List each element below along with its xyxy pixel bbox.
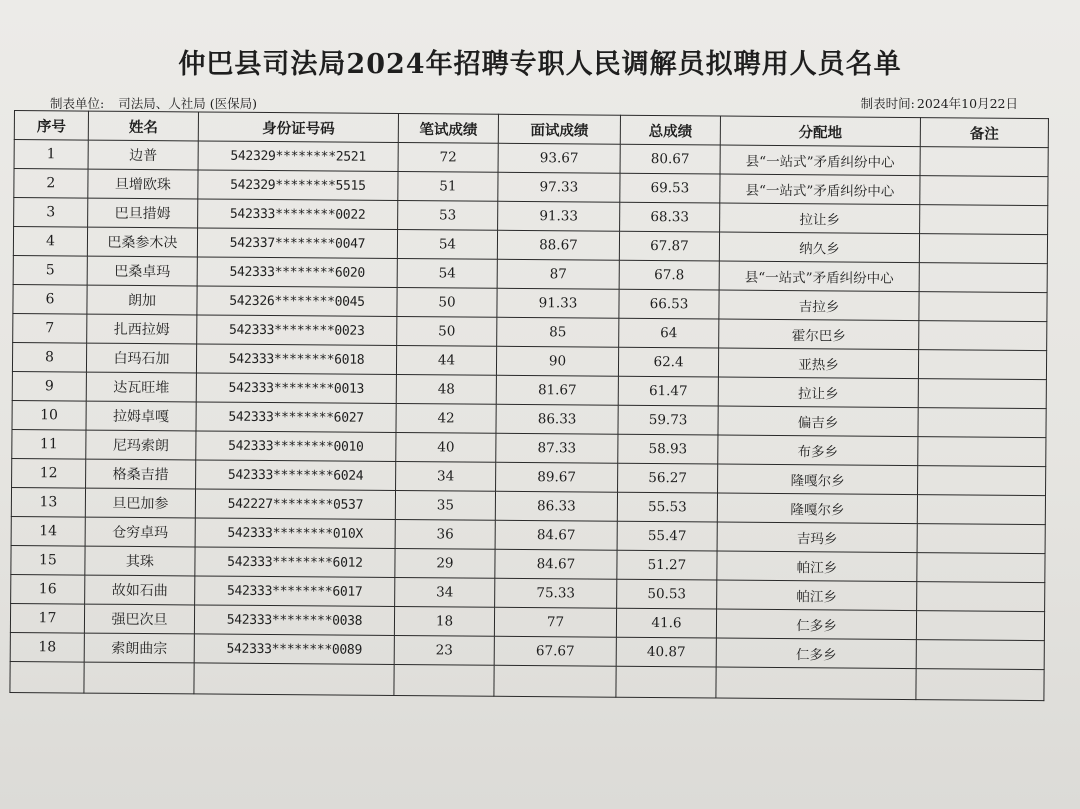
cell-written: 51 bbox=[398, 172, 498, 202]
cell-id: 542333********6027 bbox=[196, 402, 396, 433]
cell-place: 县“一站式”矛盾纠纷中心 bbox=[719, 261, 919, 292]
cell-total: 56.27 bbox=[618, 463, 718, 493]
cell-no: 17 bbox=[10, 603, 84, 633]
cell-note bbox=[917, 495, 1045, 525]
cell-name: 朗加 bbox=[87, 285, 197, 315]
cell-place: 隆嘎尔乡 bbox=[717, 493, 917, 524]
cell-no: 1 bbox=[14, 140, 88, 170]
cell-interview: 88.67 bbox=[497, 230, 619, 260]
cell-total: 58.93 bbox=[618, 434, 718, 464]
cell-interview: 97.33 bbox=[498, 172, 620, 202]
cell-no: 14 bbox=[11, 516, 85, 546]
cell-total: 55.53 bbox=[617, 492, 717, 522]
cell-place: 仁多乡 bbox=[716, 609, 916, 640]
cell-place: 帕江乡 bbox=[717, 551, 917, 582]
cell-interview: 81.67 bbox=[496, 375, 618, 405]
cell-place: 县“一站式”矛盾纠纷中心 bbox=[720, 174, 920, 205]
cell-interview: 77 bbox=[494, 607, 616, 637]
prepared-time bbox=[861, 94, 1018, 112]
cell-id: 542333********6020 bbox=[197, 257, 397, 288]
cell-note bbox=[918, 437, 1046, 467]
cell-total: 55.47 bbox=[617, 521, 717, 551]
blank-cell bbox=[194, 663, 394, 696]
cell-total: 68.33 bbox=[620, 202, 720, 232]
blank-cell bbox=[394, 665, 494, 697]
cell-name: 巴桑参木决 bbox=[87, 227, 197, 257]
header-written: 笔试成绩 bbox=[398, 114, 498, 144]
cell-note bbox=[917, 582, 1045, 612]
cell-note bbox=[918, 379, 1046, 409]
cell-id: 542333********6024 bbox=[196, 460, 396, 491]
cell-no: 3 bbox=[14, 198, 88, 228]
cell-written: 44 bbox=[396, 346, 496, 376]
cell-written: 53 bbox=[398, 201, 498, 231]
cell-total: 64 bbox=[619, 318, 719, 348]
header-id: 身份证号码 bbox=[198, 112, 398, 143]
cell-interview: 91.33 bbox=[497, 288, 619, 318]
header-note: 备注 bbox=[920, 118, 1048, 148]
cell-written: 42 bbox=[396, 404, 496, 434]
cell-written: 34 bbox=[395, 578, 495, 608]
cell-written: 23 bbox=[394, 636, 494, 666]
cell-written: 36 bbox=[395, 520, 495, 550]
cell-place: 县“一站式”矛盾纠纷中心 bbox=[720, 145, 920, 176]
cell-place: 隆嘎尔乡 bbox=[718, 464, 918, 495]
cell-note bbox=[919, 321, 1047, 351]
prepared-by-label: 制表单位: bbox=[50, 96, 105, 111]
cell-place: 亚热乡 bbox=[718, 348, 918, 379]
cell-interview: 87 bbox=[497, 259, 619, 289]
cell-interview: 89.67 bbox=[496, 462, 618, 492]
cell-no: 6 bbox=[13, 284, 87, 314]
cell-written: 34 bbox=[396, 462, 496, 492]
blank-cell bbox=[84, 662, 194, 694]
cell-place: 拉让乡 bbox=[718, 377, 918, 408]
cell-total: 59.73 bbox=[618, 405, 718, 435]
cell-place: 拉让乡 bbox=[720, 203, 920, 234]
cell-name: 边普 bbox=[88, 140, 198, 170]
cell-total: 41.6 bbox=[616, 608, 716, 638]
cell-note bbox=[916, 611, 1044, 641]
cell-total: 69.53 bbox=[620, 173, 720, 203]
cell-place: 吉玛乡 bbox=[717, 522, 917, 553]
cell-note bbox=[920, 176, 1048, 206]
cell-written: 48 bbox=[396, 375, 496, 405]
cell-written: 18 bbox=[394, 607, 494, 637]
cell-id: 542333********0022 bbox=[198, 199, 398, 230]
cell-id: 542333********0089 bbox=[194, 634, 394, 665]
cell-place: 纳久乡 bbox=[719, 232, 919, 263]
cell-id: 542227********0537 bbox=[195, 489, 395, 520]
cell-no: 18 bbox=[10, 632, 84, 662]
cell-written: 72 bbox=[398, 143, 498, 173]
hire-list-table bbox=[9, 110, 1049, 701]
cell-name: 巴桑卓玛 bbox=[87, 256, 197, 286]
blank-cell bbox=[716, 667, 916, 700]
cell-interview: 75.33 bbox=[495, 578, 617, 608]
cell-interview: 86.33 bbox=[495, 491, 617, 521]
cell-place: 偏吉乡 bbox=[718, 406, 918, 437]
cell-id: 542333********010X bbox=[195, 518, 395, 549]
header-interview: 面试成绩 bbox=[498, 114, 620, 144]
cell-id: 542333********0010 bbox=[196, 431, 396, 462]
prepared-time-label: 制表时间: bbox=[860, 96, 915, 111]
document-title: 仲巴县司法局2024年招聘专职人民调解员拟聘用人员名单 bbox=[178, 49, 902, 80]
blank-cell bbox=[916, 669, 1044, 701]
cell-name: 尼玛索朗 bbox=[86, 430, 196, 460]
cell-total: 67.87 bbox=[619, 231, 719, 261]
cell-note bbox=[919, 292, 1047, 322]
cell-id: 542333********0013 bbox=[196, 373, 396, 404]
cell-place: 吉拉乡 bbox=[719, 290, 919, 321]
cell-name: 巴旦措姆 bbox=[88, 198, 198, 228]
cell-name: 扎西拉姆 bbox=[87, 314, 197, 344]
cell-total: 80.67 bbox=[620, 144, 720, 174]
cell-note bbox=[919, 263, 1047, 293]
cell-note bbox=[919, 234, 1047, 264]
cell-note bbox=[918, 350, 1046, 380]
cell-id: 542333********6017 bbox=[195, 576, 395, 607]
cell-written: 29 bbox=[395, 549, 495, 579]
cell-id: 542329********2521 bbox=[198, 141, 398, 172]
cell-name: 旦增欧珠 bbox=[88, 169, 198, 199]
cell-total: 62.4 bbox=[618, 347, 718, 377]
header-no: 序号 bbox=[14, 111, 88, 141]
cell-interview: 93.67 bbox=[498, 143, 620, 173]
header-place: 分配地 bbox=[720, 116, 920, 147]
prepared-by-value: 司法局、人社局 (医保局) bbox=[118, 96, 257, 111]
cell-id: 542333********0038 bbox=[194, 605, 394, 636]
cell-no: 4 bbox=[13, 227, 87, 257]
cell-name: 其珠 bbox=[85, 546, 195, 576]
cell-id: 542326********0045 bbox=[197, 286, 397, 317]
cell-no: 13 bbox=[11, 487, 85, 517]
blank-cell bbox=[10, 661, 84, 693]
cell-interview: 90 bbox=[496, 346, 618, 376]
cell-name: 索朗曲宗 bbox=[84, 633, 194, 663]
cell-note bbox=[920, 205, 1048, 235]
cell-interview: 85 bbox=[497, 317, 619, 347]
cell-name: 强巴次旦 bbox=[84, 604, 194, 634]
blank-cell bbox=[616, 666, 716, 698]
cell-name: 仓穷卓玛 bbox=[85, 517, 195, 547]
cell-no: 9 bbox=[12, 371, 86, 401]
cell-written: 50 bbox=[397, 288, 497, 318]
cell-note bbox=[917, 553, 1045, 583]
cell-interview: 87.33 bbox=[496, 433, 618, 463]
cell-no: 5 bbox=[13, 255, 87, 285]
cell-total: 67.8 bbox=[619, 260, 719, 290]
cell-written: 40 bbox=[396, 433, 496, 463]
table-body bbox=[10, 140, 1048, 701]
cell-written: 54 bbox=[397, 259, 497, 289]
cell-place: 帕江乡 bbox=[717, 580, 917, 611]
cell-written: 35 bbox=[395, 491, 495, 521]
cell-id: 542333********6012 bbox=[195, 547, 395, 578]
cell-written: 50 bbox=[397, 317, 497, 347]
cell-total: 66.53 bbox=[619, 289, 719, 319]
cell-interview: 84.67 bbox=[495, 520, 617, 550]
header-total: 总成绩 bbox=[620, 115, 720, 145]
cell-note bbox=[920, 147, 1048, 177]
cell-id: 542337********0047 bbox=[197, 228, 397, 259]
cell-no: 2 bbox=[14, 169, 88, 199]
cell-place: 布多乡 bbox=[718, 435, 918, 466]
cell-interview: 84.67 bbox=[495, 549, 617, 579]
cell-name: 达瓦旺堆 bbox=[86, 372, 196, 402]
cell-no: 11 bbox=[12, 429, 86, 459]
header-name: 姓名 bbox=[88, 111, 198, 141]
cell-name: 旦巴加参 bbox=[85, 488, 195, 518]
cell-total: 61.47 bbox=[618, 376, 718, 406]
cell-interview: 67.67 bbox=[494, 636, 616, 666]
cell-name: 白玛石加 bbox=[86, 343, 196, 373]
cell-no: 12 bbox=[12, 458, 86, 488]
cell-note bbox=[916, 640, 1044, 670]
cell-total: 50.53 bbox=[617, 579, 717, 609]
cell-id: 542333********6018 bbox=[196, 344, 396, 375]
cell-no: 10 bbox=[12, 400, 86, 430]
cell-id: 542329********5515 bbox=[198, 170, 398, 201]
prepared-by bbox=[50, 94, 271, 112]
cell-name: 拉姆卓嘎 bbox=[86, 401, 196, 431]
cell-place: 仁多乡 bbox=[716, 638, 916, 669]
cell-no: 15 bbox=[11, 545, 85, 575]
cell-total: 40.87 bbox=[616, 637, 716, 667]
cell-note bbox=[917, 524, 1045, 554]
prepared-time-value: 2024年10月22日 bbox=[916, 96, 1018, 111]
cell-total: 51.27 bbox=[617, 550, 717, 580]
cell-no: 8 bbox=[12, 342, 86, 372]
cell-id: 542333********0023 bbox=[197, 315, 397, 346]
cell-no: 7 bbox=[13, 313, 87, 343]
cell-no: 16 bbox=[11, 574, 85, 604]
cell-name: 故如石曲 bbox=[85, 575, 195, 605]
cell-place: 霍尔巴乡 bbox=[719, 319, 919, 350]
cell-interview: 91.33 bbox=[498, 201, 620, 231]
blank-cell bbox=[494, 665, 616, 697]
cell-note bbox=[918, 408, 1046, 438]
cell-written: 54 bbox=[397, 230, 497, 260]
cell-name: 格桑吉措 bbox=[86, 459, 196, 489]
cell-note bbox=[918, 466, 1046, 496]
cell-interview: 86.33 bbox=[496, 404, 618, 434]
